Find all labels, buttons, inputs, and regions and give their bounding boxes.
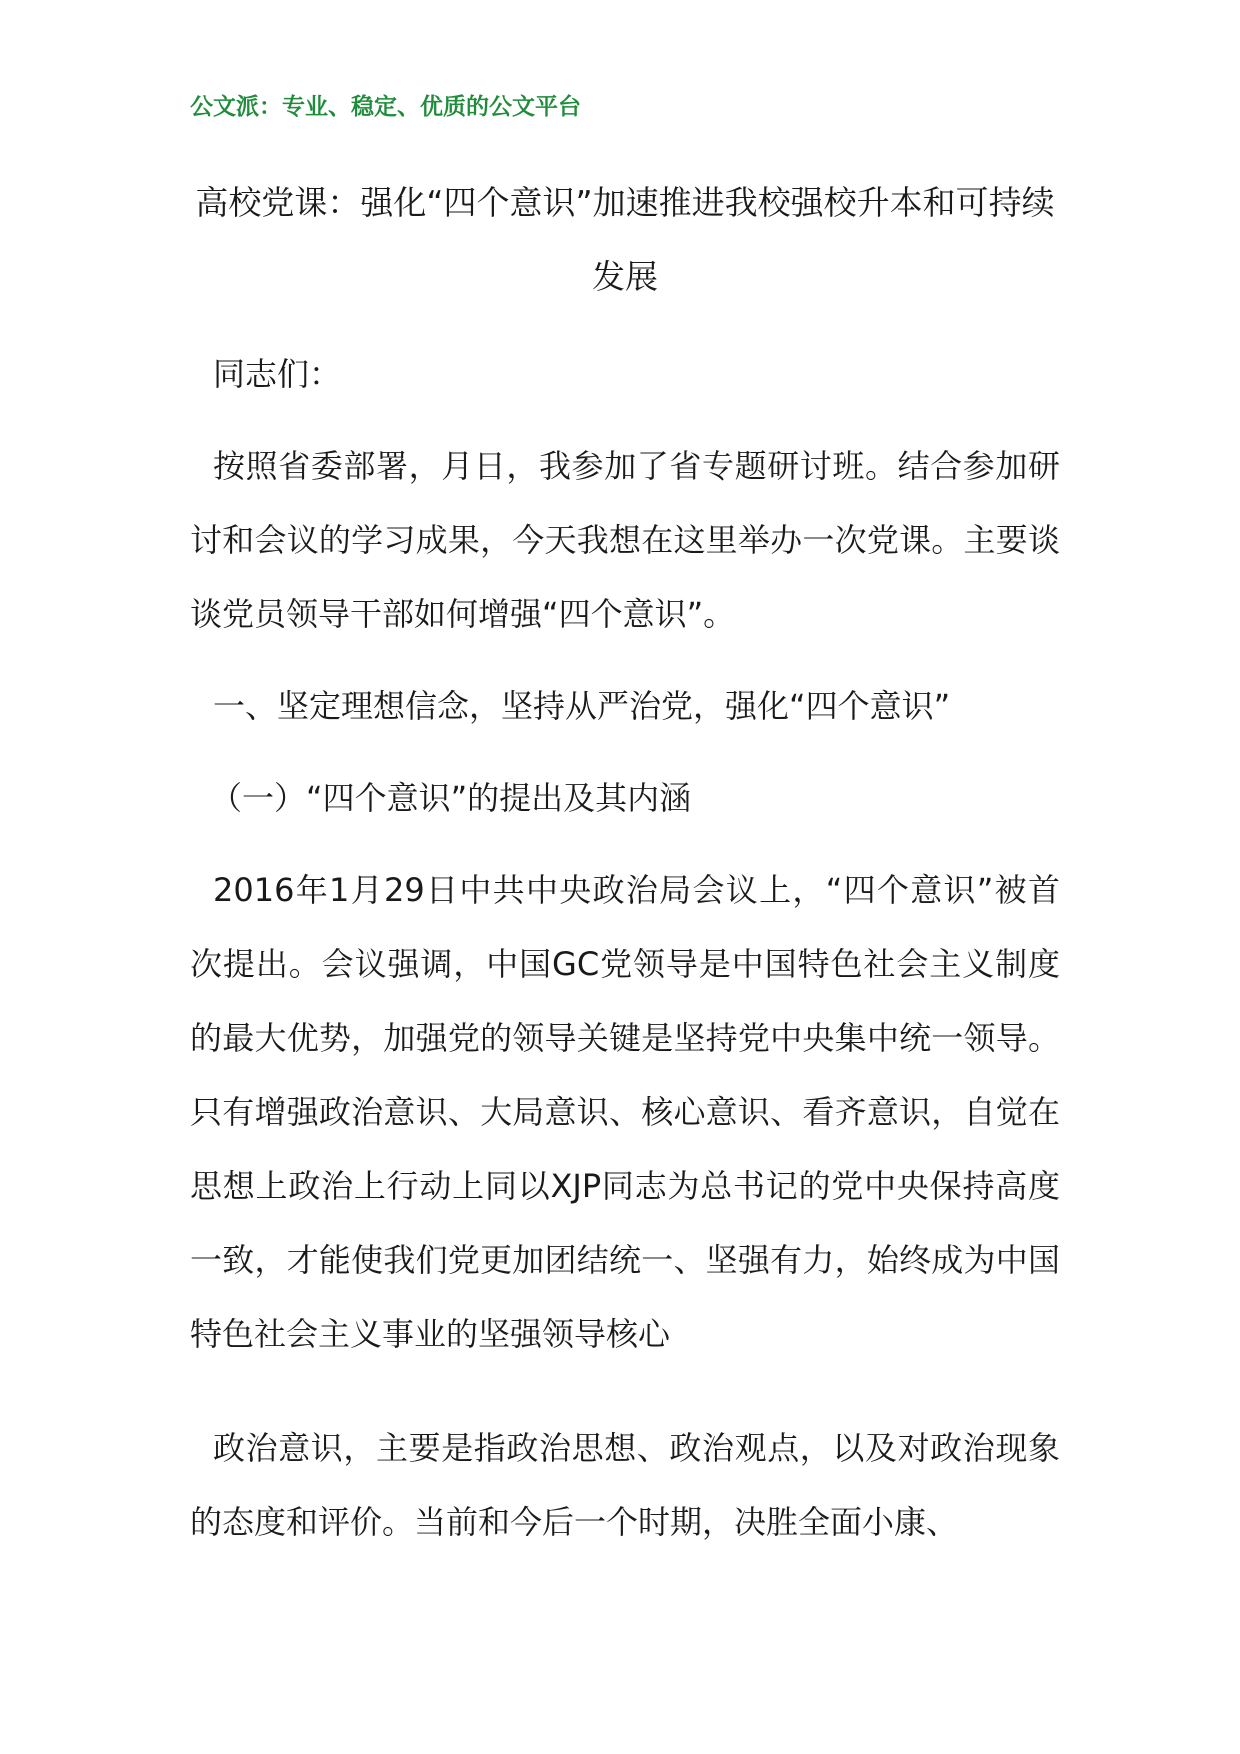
salutation: 同志们：: [213, 355, 342, 393]
paragraph-four-consciousness: 2016年1月29日中共中央政治局会议上，“四个意识”被首次提出。会议强调，中国GC党领导是中国特色社会主义制度的最大优势，加强党的领导关键是坚持党中央集中统一领导。只有增强政治意识、大局意识、核心意识、看齐意识，自觉在思想上政治上行动上同以XJP同志为总书记的党中央保持高度一致，才能使我们党更加团结统一、坚强有力，始终成为中国特色社会主义事业的坚强领导核心: [190, 871, 1060, 1353]
paragraph-political-consciousness: 政治意识，主要是指政治思想、政治观点，以及对政治现象的态度和评价。当前和今后一个时期，决胜全面小康、: [190, 1429, 1060, 1541]
section-heading-1: 一、坚定理想信念，坚持从严治党，强化“四个意识”: [213, 687, 951, 725]
subsection-heading-1: （一）“四个意识”的提出及其内涵: [210, 779, 692, 817]
document-body: [190, 337, 1060, 1559]
paragraph-intro: 按照省委部署，月日，我参加了省专题研讨班。结合参加研讨和会议的学习成果，今天我想在这里举办一次党课。主要谈谈党员领导干部如何增强“四个意识”。: [190, 447, 1060, 633]
document-title: 高校党课：强化“四个意识”加速推进我校强校升本和可持续发展: [195, 183, 1055, 296]
brand-header: 公文派：专业、稳定、优质的公文平台: [190, 93, 581, 120]
